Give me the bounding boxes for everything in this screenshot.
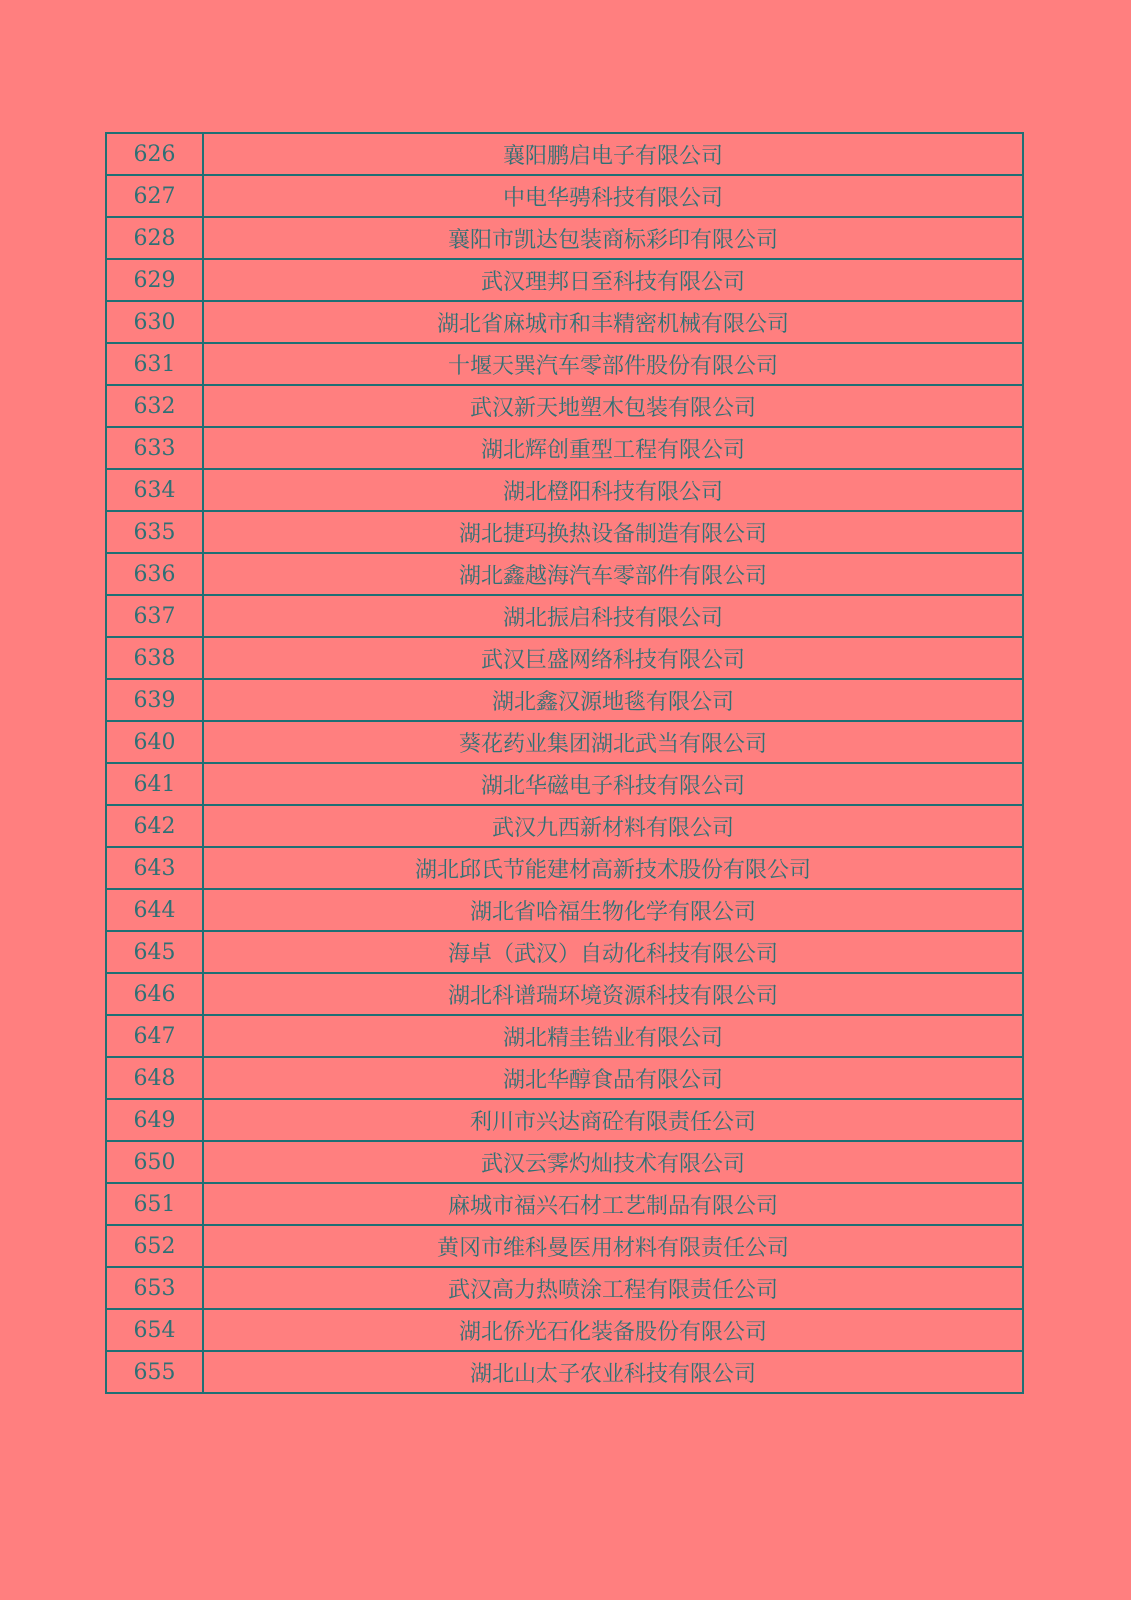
- company-name-cell: 湖北橙阳科技有限公司: [203, 469, 1023, 511]
- row-number-cell: 629: [106, 259, 203, 301]
- row-number-cell: 635: [106, 511, 203, 553]
- company-name-cell: 武汉九西新材料有限公司: [203, 805, 1023, 847]
- table-row: [106, 847, 1023, 889]
- row-number-cell: 647: [106, 1015, 203, 1057]
- row-number-cell: 630: [106, 301, 203, 343]
- company-name-cell: 中电华骋科技有限公司: [203, 175, 1023, 217]
- table-row: [106, 1099, 1023, 1141]
- company-name-cell: 武汉巨盛网络科技有限公司: [203, 637, 1023, 679]
- company-name-cell: 襄阳鹏启电子有限公司: [203, 133, 1023, 175]
- table-row: [106, 1267, 1023, 1309]
- company-name-cell: 利川市兴达商砼有限责任公司: [203, 1099, 1023, 1141]
- company-name-cell: 武汉理邦日至科技有限公司: [203, 259, 1023, 301]
- table-row: [106, 1351, 1023, 1393]
- table-row: [106, 637, 1023, 679]
- table-row: [106, 1141, 1023, 1183]
- company-name-cell: 湖北鑫越海汽车零部件有限公司: [203, 553, 1023, 595]
- table-row: [106, 1309, 1023, 1351]
- table-row: [106, 511, 1023, 553]
- row-number-cell: 653: [106, 1267, 203, 1309]
- row-number-cell: 649: [106, 1099, 203, 1141]
- company-list-table: [105, 132, 1024, 1394]
- company-name-cell: 湖北捷玛换热设备制造有限公司: [203, 511, 1023, 553]
- row-number-cell: 636: [106, 553, 203, 595]
- company-name-cell: 湖北精圭锆业有限公司: [203, 1015, 1023, 1057]
- table-row: [106, 427, 1023, 469]
- company-name-cell: 湖北振启科技有限公司: [203, 595, 1023, 637]
- row-number-cell: 642: [106, 805, 203, 847]
- company-name-cell: 湖北山太子农业科技有限公司: [203, 1351, 1023, 1393]
- company-name-cell: 武汉云霁灼灿技术有限公司: [203, 1141, 1023, 1183]
- company-name-cell: 葵花药业集团湖北武当有限公司: [203, 721, 1023, 763]
- row-number-cell: 652: [106, 1225, 203, 1267]
- table-row: [106, 217, 1023, 259]
- table-row: [106, 763, 1023, 805]
- row-number-cell: 639: [106, 679, 203, 721]
- table-row: [106, 553, 1023, 595]
- company-name-cell: 麻城市福兴石材工艺制品有限公司: [203, 1183, 1023, 1225]
- row-number-cell: 632: [106, 385, 203, 427]
- company-name-cell: 黄冈市维科曼医用材料有限责任公司: [203, 1225, 1023, 1267]
- table-row: [106, 469, 1023, 511]
- row-number-cell: 646: [106, 973, 203, 1015]
- table-row: [106, 343, 1023, 385]
- row-number-cell: 650: [106, 1141, 203, 1183]
- company-name-cell: 湖北鑫汉源地毯有限公司: [203, 679, 1023, 721]
- table-row: [106, 1015, 1023, 1057]
- row-number-cell: 637: [106, 595, 203, 637]
- company-name-cell: 武汉高力热喷涂工程有限责任公司: [203, 1267, 1023, 1309]
- table-body: [106, 133, 1023, 1393]
- table-row: [106, 133, 1023, 175]
- table-row: [106, 385, 1023, 427]
- row-number-cell: 631: [106, 343, 203, 385]
- company-name-cell: 海卓（武汉）自动化科技有限公司: [203, 931, 1023, 973]
- company-name-cell: 湖北邱氏节能建材高新技术股份有限公司: [203, 847, 1023, 889]
- row-number-cell: 627: [106, 175, 203, 217]
- table-row: [106, 1183, 1023, 1225]
- table-row: [106, 973, 1023, 1015]
- row-number-cell: 655: [106, 1351, 203, 1393]
- row-number-cell: 641: [106, 763, 203, 805]
- table-row: [106, 1225, 1023, 1267]
- table-row: [106, 595, 1023, 637]
- table-row: [106, 175, 1023, 217]
- company-name-cell: 湖北华磁电子科技有限公司: [203, 763, 1023, 805]
- row-number-cell: 638: [106, 637, 203, 679]
- company-name-cell: 湖北辉创重型工程有限公司: [203, 427, 1023, 469]
- company-name-cell: 湖北省哈福生物化学有限公司: [203, 889, 1023, 931]
- row-number-cell: 626: [106, 133, 203, 175]
- table-row: [106, 931, 1023, 973]
- company-name-cell: 襄阳市凯达包装商标彩印有限公司: [203, 217, 1023, 259]
- row-number-cell: 654: [106, 1309, 203, 1351]
- row-number-cell: 633: [106, 427, 203, 469]
- row-number-cell: 628: [106, 217, 203, 259]
- company-name-cell: 湖北侨光石化装备股份有限公司: [203, 1309, 1023, 1351]
- row-number-cell: 651: [106, 1183, 203, 1225]
- company-name-cell: 武汉新天地塑木包装有限公司: [203, 385, 1023, 427]
- table-row: [106, 301, 1023, 343]
- table-row: [106, 805, 1023, 847]
- table-row: [106, 259, 1023, 301]
- table-row: [106, 679, 1023, 721]
- company-name-cell: 湖北科谱瑞环境资源科技有限公司: [203, 973, 1023, 1015]
- company-name-cell: 湖北省麻城市和丰精密机械有限公司: [203, 301, 1023, 343]
- row-number-cell: 644: [106, 889, 203, 931]
- company-name-cell: 十堰天巽汽车零部件股份有限公司: [203, 343, 1023, 385]
- company-name-cell: 湖北华醇食品有限公司: [203, 1057, 1023, 1099]
- row-number-cell: 640: [106, 721, 203, 763]
- row-number-cell: 645: [106, 931, 203, 973]
- row-number-cell: 643: [106, 847, 203, 889]
- table-row: [106, 721, 1023, 763]
- row-number-cell: 634: [106, 469, 203, 511]
- table-row: [106, 1057, 1023, 1099]
- table-row: [106, 889, 1023, 931]
- row-number-cell: 648: [106, 1057, 203, 1099]
